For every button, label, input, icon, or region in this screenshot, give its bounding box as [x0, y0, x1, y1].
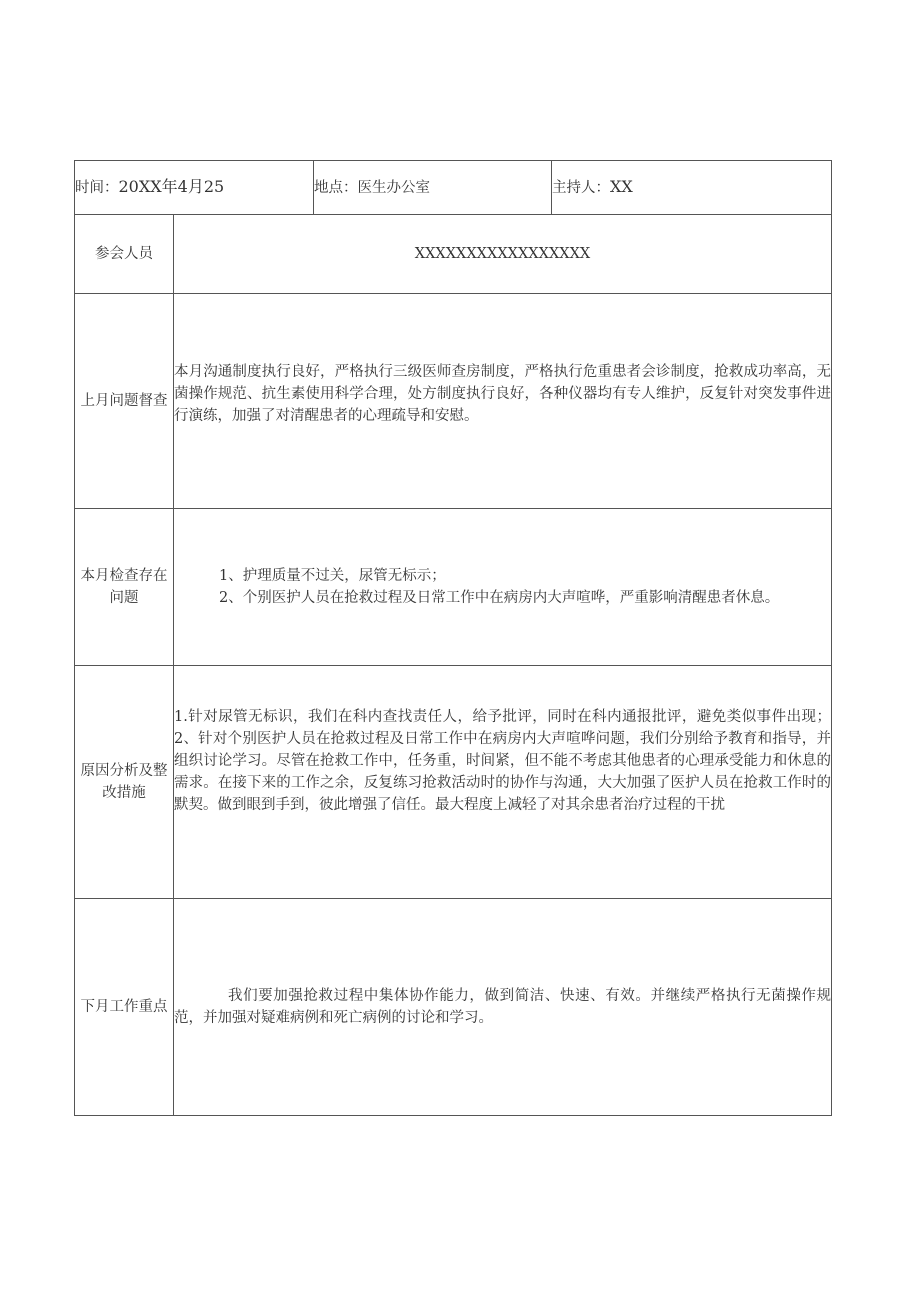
time-cell — [75, 161, 314, 215]
time-label: 时间： — [75, 180, 119, 196]
next-month-text: 我们要加强抢救过程中集体协作能力，做到简洁、快速、有效。并继续严格执行无菌操作规范，并加强对疑难病例和死亡病例的讨论和学习。 — [174, 899, 832, 1116]
last-month-label: 上月问题督查 — [75, 294, 174, 509]
host-label: 主持人： — [552, 180, 610, 196]
attendees-value: XXXXXXXXXXXXXXXXX — [174, 215, 832, 294]
list-item: 1、护理质量不过关，尿管无标示； — [219, 568, 446, 584]
place-value: 医生办公室 — [357, 179, 430, 196]
meeting-record-table — [74, 160, 832, 1116]
this-month-row — [75, 509, 832, 666]
host-cell — [552, 161, 832, 215]
next-month-label: 下月工作重点 — [75, 899, 174, 1116]
analysis-row — [75, 666, 832, 899]
attendees-label: 参会人员 — [75, 215, 174, 294]
host-value: XX — [610, 177, 633, 196]
header-row — [75, 161, 832, 215]
list-item: 2、个别医护人员在抢救过程及日常工作中在病房内大声喧哗，严重影响清醒患者休息。 — [219, 590, 780, 606]
last-month-row — [75, 294, 832, 509]
this-month-label: 本月检查存在问题 — [75, 509, 174, 666]
analysis-label: 原因分析及整改措施 — [75, 666, 174, 899]
attendees-row — [75, 215, 832, 294]
last-month-text: 本月沟通制度执行良好，严格执行三级医师查房制度，严格执行危重患者会诊制度，抢救成功率高，无菌操作规范、抗生素使用科学合理，处方制度执行良好，各种仪器均有专人维护，反复针对突发事件进行演练，加强了对清醒患者的心理疏导和安慰。 — [174, 294, 832, 509]
place-cell — [314, 161, 552, 215]
analysis-text: 1.针对尿管无标识，我们在科内查找责任人，给予批评，同时在科内通报批评，避免类似事件出现；2、针对个别医护人员在抢救过程及日常工作中在病房内大声喧哗问题，我们分别给予教育和指导，并组织讨论学习。尽管在抢救工作中，任务重，时间紧，但不能不考虑其他患者的心理承受能力和休息的需求。在接下来的工作之余，反复练习抢救活动时的协作与沟通，大大加强了医护人员在抢救工作时的默契。做到眼到手到，彼此增强了信任。最大程度上减轻了对其余患者治疗过程的干扰 — [174, 666, 832, 899]
next-month-row — [75, 899, 832, 1116]
this-month-list — [174, 509, 832, 666]
time-value: 20XX年4月25 — [118, 177, 225, 196]
place-label: 地点： — [314, 179, 358, 196]
